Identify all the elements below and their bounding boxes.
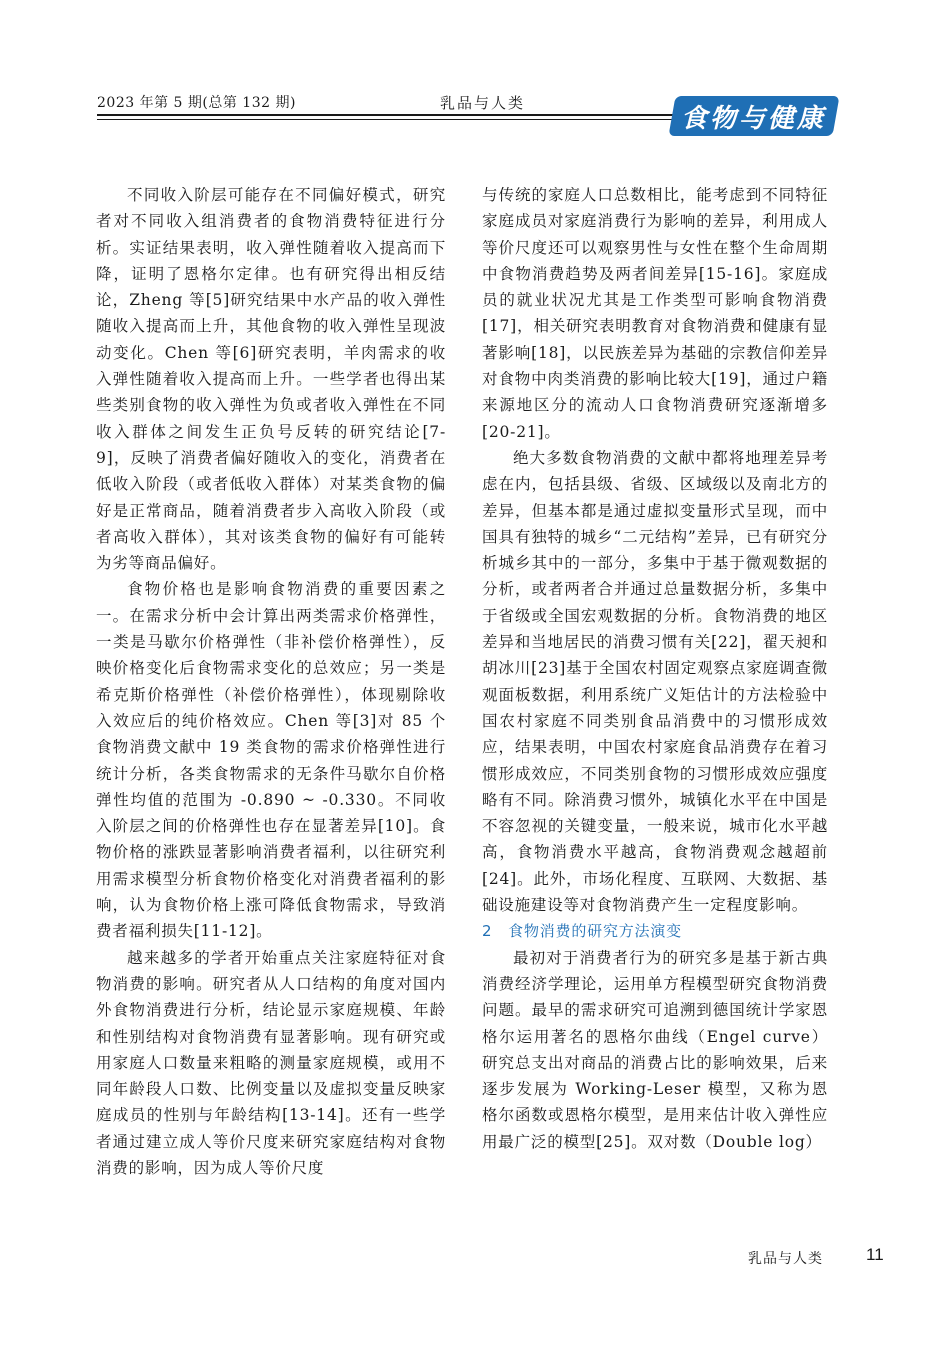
footer-journal: 乳品与人类 [748,1251,823,1267]
page-number: 11 [866,1245,884,1264]
section-heading: 2 食物消费的研究方法演变 [482,922,682,941]
header-rule [97,114,682,116]
column-badge [668,96,839,136]
paragraph: 越来越多的学者开始重点关注家庭特征对食物消费的影响。研究者从人口结构的角度对国内外食物消费进行分析，结论显示家庭规模、年龄和性别结构对食物消费有显著影响。现有研究或用家庭人口数量来粗略的测量家庭规模，或用不同年龄段人口数、比例变量以及虚拟变量反映家庭成员的性别与年龄结构[13-14]。还有一些学者通过建立成人等价尺度来研究家庭结构对食物消费的影响，因为成人等价尺度 [96,948,446,1177]
paragraph: 与传统的家庭人口总数相比，能考虑到不同特征家庭成员对家庭消费行为影响的差异，利用成人等价尺度还可以观察男性与女性在整个生命周期中食物消费趋势及两者间差异[15-16]。家庭成员的就业状况尤其是工作类型可影响食物消费[17]，相关研究表明教育对食物消费和健康有显著影响[18]，以民族差异为基础的宗教信仰差异对食物中肉类消费的影响比较大[19]，通过户籍来源地区分的流动人口食物消费研究逐渐增多[20-21]。 [482,186,828,441]
journal-title: 乳品与人类 [440,94,526,112]
header-rule-thin [97,119,682,120]
paragraph: 不同收入阶层可能存在不同偏好模式，研究者对不同收入组消费者的食物消费特征进行分析。实证结果表明，收入弹性随着收入提高而下降，证明了恩格尔定律。也有研究得出相反结论，Zheng 等[5]研究结果中水产品的收入弹性随收入提高而上升，其他食物的收入弹性呈现波动变化。Chen 等[6]研究表明，羊肉需求的收入弹性随着收入提高而上升。一些学者也得出某些类别食物的收入弹性为负或者收入弹性在不同收入群体之间发生正负号反转的研究结论[7-9]，反映了消费者偏好随收入的变化，消费者在低收入阶段（或者低收入群体）对某类食物的偏好是正常商品，随着消费者步入高收入阶段（或者高收入群体），其对该类食物的偏好有可能转为劣等商品偏好。 [96,186,446,573]
right-column [482,182,828,1155]
paragraph: 最初对于消费者行为的研究多是基于新古典消费经济学理论，运用单方程模型研究食物消费问题。最早的需求研究可追溯到德国统计学家恩格尔运用著名的恩格尔曲线（Engel curve）研究总支出对商品的消费占比的影响效果，后来逐步发展为 Working-Leser 模型，又称为恩格尔函数或恩格尔模型，是用来估计收入弹性应用最广泛的模型[25]。双对数（Double log） [482,948,828,1151]
left-column [96,182,446,1181]
column-badge-label: 食物与健康 [681,103,827,134]
paragraph: 绝大多数食物消费的文献中都将地理差异考虑在内，包括县级、省级、区域级以及南北方的差异，但基本都是通过虚拟变量形式呈现，而中国具有独特的城乡“二元结构”差异，已有研究分析城乡其中的一部分，多集中于基于微观数据的分析，或者两者合并通过总量数据分析，多集中于省级或全国宏观数据的分析。食物消费的地区差异和当地居民的消费习惯有关[22]，翟天昶和胡冰川[23]基于全国农村固定观察点家庭调查微观面板数据，利用系统广义矩估计的方法检验中国农村家庭不同类别食品消费中的习惯形成效应，结果表明，中国农村家庭食品消费存在着习惯形成效应，不同类别食物的习惯形成效应强度略有不同。除消费习惯外，城镇化水平在中国是不容忽视的关键变量，一般来说，城市化水平越高，食物消费水平越高，食物消费观念越超前[24]。此外，市场化程度、互联网、大数据、基础设施建设等对食物消费产生一定程度影响。 [482,448,828,915]
issue-info: 2023 年第 5 期(总第 132 期) [97,95,296,111]
paragraph: 食物价格也是影响食物消费的重要因素之一。在需求分析中会计算出两类需求价格弹性，一类是马歇尔价格弹性（非补偿价格弹性），反映价格变化后食物需求变化的总效应；另一类是希克斯价格弹性（补偿价格弹性），体现剔除收入效应后的纯价格效应。Chen 等[3]对 85 个食物消费文献中 19 类食物的需求价格弹性进行统计分析，各类食物需求的无条件马歇尔自价格弹性均值的范围为 -0.890 ~ -0.330。不同收入阶层之间的价格弹性也存在显著差异[10]。食物价格的涨跌显著影响消费者福利，以往研究利用需求模型分析食物价格变化对消费者福利的影响，认为食物价格上涨可降低食物需求，导致消费者福利损失[11-12]。 [96,580,446,941]
